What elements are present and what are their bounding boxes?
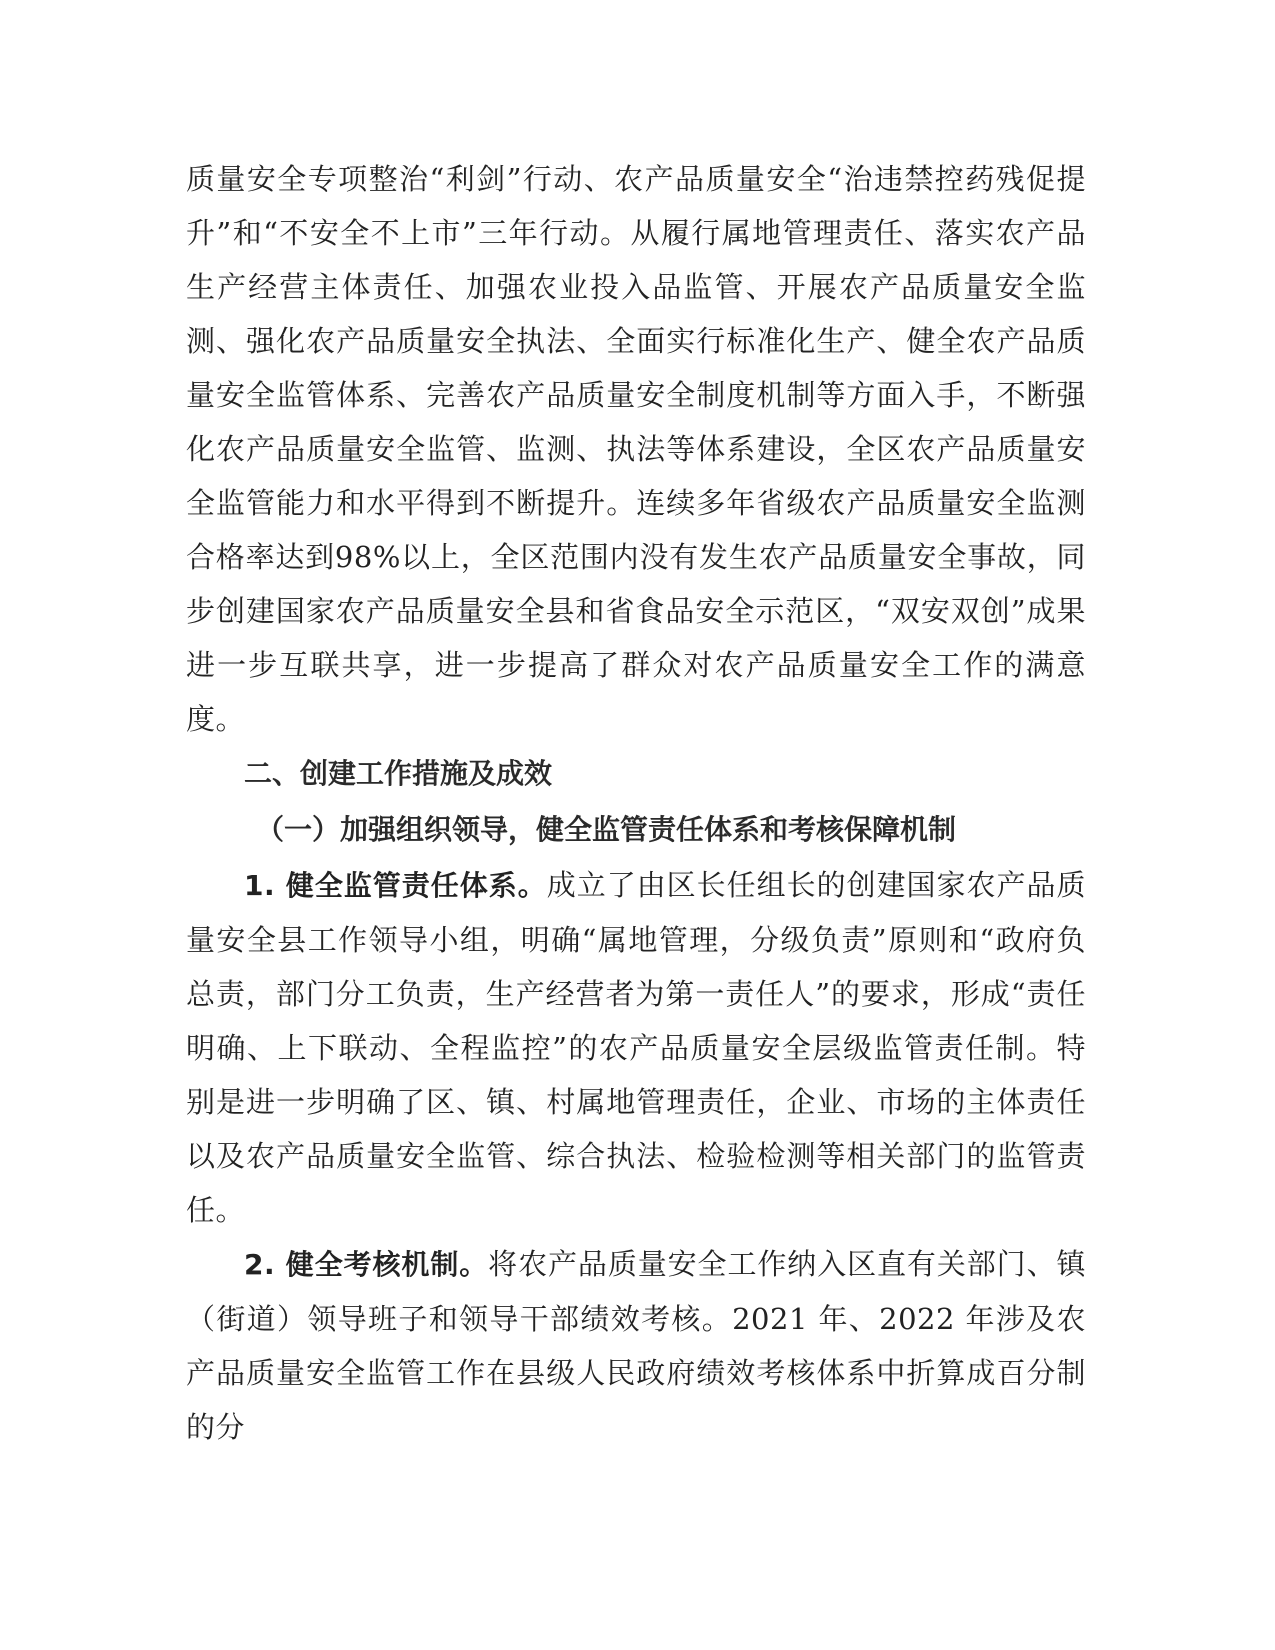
item-1-paragraph — [186, 858, 1086, 1237]
item-1-lead: 1. 健全监管责任体系。 — [244, 869, 547, 902]
document-page — [186, 152, 1086, 1454]
item-2-body: 将农产品质量安全工作纳入区直有关部门、镇（街道）领导班子和领导干部绩效考核。2021 年、2022 年涉及农产品质量安全监管工作在县级人民政府绩效考核体系中折算成百分制的分 — [186, 1247, 1086, 1444]
item-2-paragraph — [186, 1237, 1086, 1454]
item-2-lead: 2. 健全考核机制。 — [244, 1248, 489, 1281]
subsection-heading: （一）加强组织领导，健全监管责任体系和考核保障机制 — [256, 813, 957, 846]
intro-paragraph: 质量安全专项整治“利剑”行动、农产品质量安全“治违禁控药残促提升”和“不安全不上市”三年行动。从履行属地管理责任、落实农产品生产经营主体责任、加强农业投入品监管、开展农产品质量安全监测、强化农产品质量安全执法、全面实行标准化生产、健全农产品质量安全监管体系、完善农产品质量安全制度机制等方面入手，不断强化农产品质量安全监管、监测、执法等体系建设，全区农产品质量安全监管能力和水平得到不断提升。连续多年省级农产品质量安全监测合格率达到98%以上，全区范围内没有发生农产品质量安全事故，同步创建国家农产品质量安全县和省食品安全示范区，“双安双创”成果进一步互联共享，进一步提高了群众对农产品质量安全工作的满意度。 — [186, 162, 1086, 736]
item-1-body: 成立了由区长任组长的创建国家农产品质量安全县工作领导小组，明确“属地管理，分级负责”原则和“政府负总责，部门分工负责，生产经营者为第一责任人”的要求，形成“责任明确、上下联动、全程监控”的农产品质量安全层级监管责任制。特别是进一步明确了区、镇、村属地管理责任，企业、市场的主体责任以及农产品质量安全监管、综合执法、检验检测等相关部门的监管责任。 — [186, 868, 1086, 1227]
section-heading: 二、创建工作措施及成效 — [244, 757, 553, 790]
